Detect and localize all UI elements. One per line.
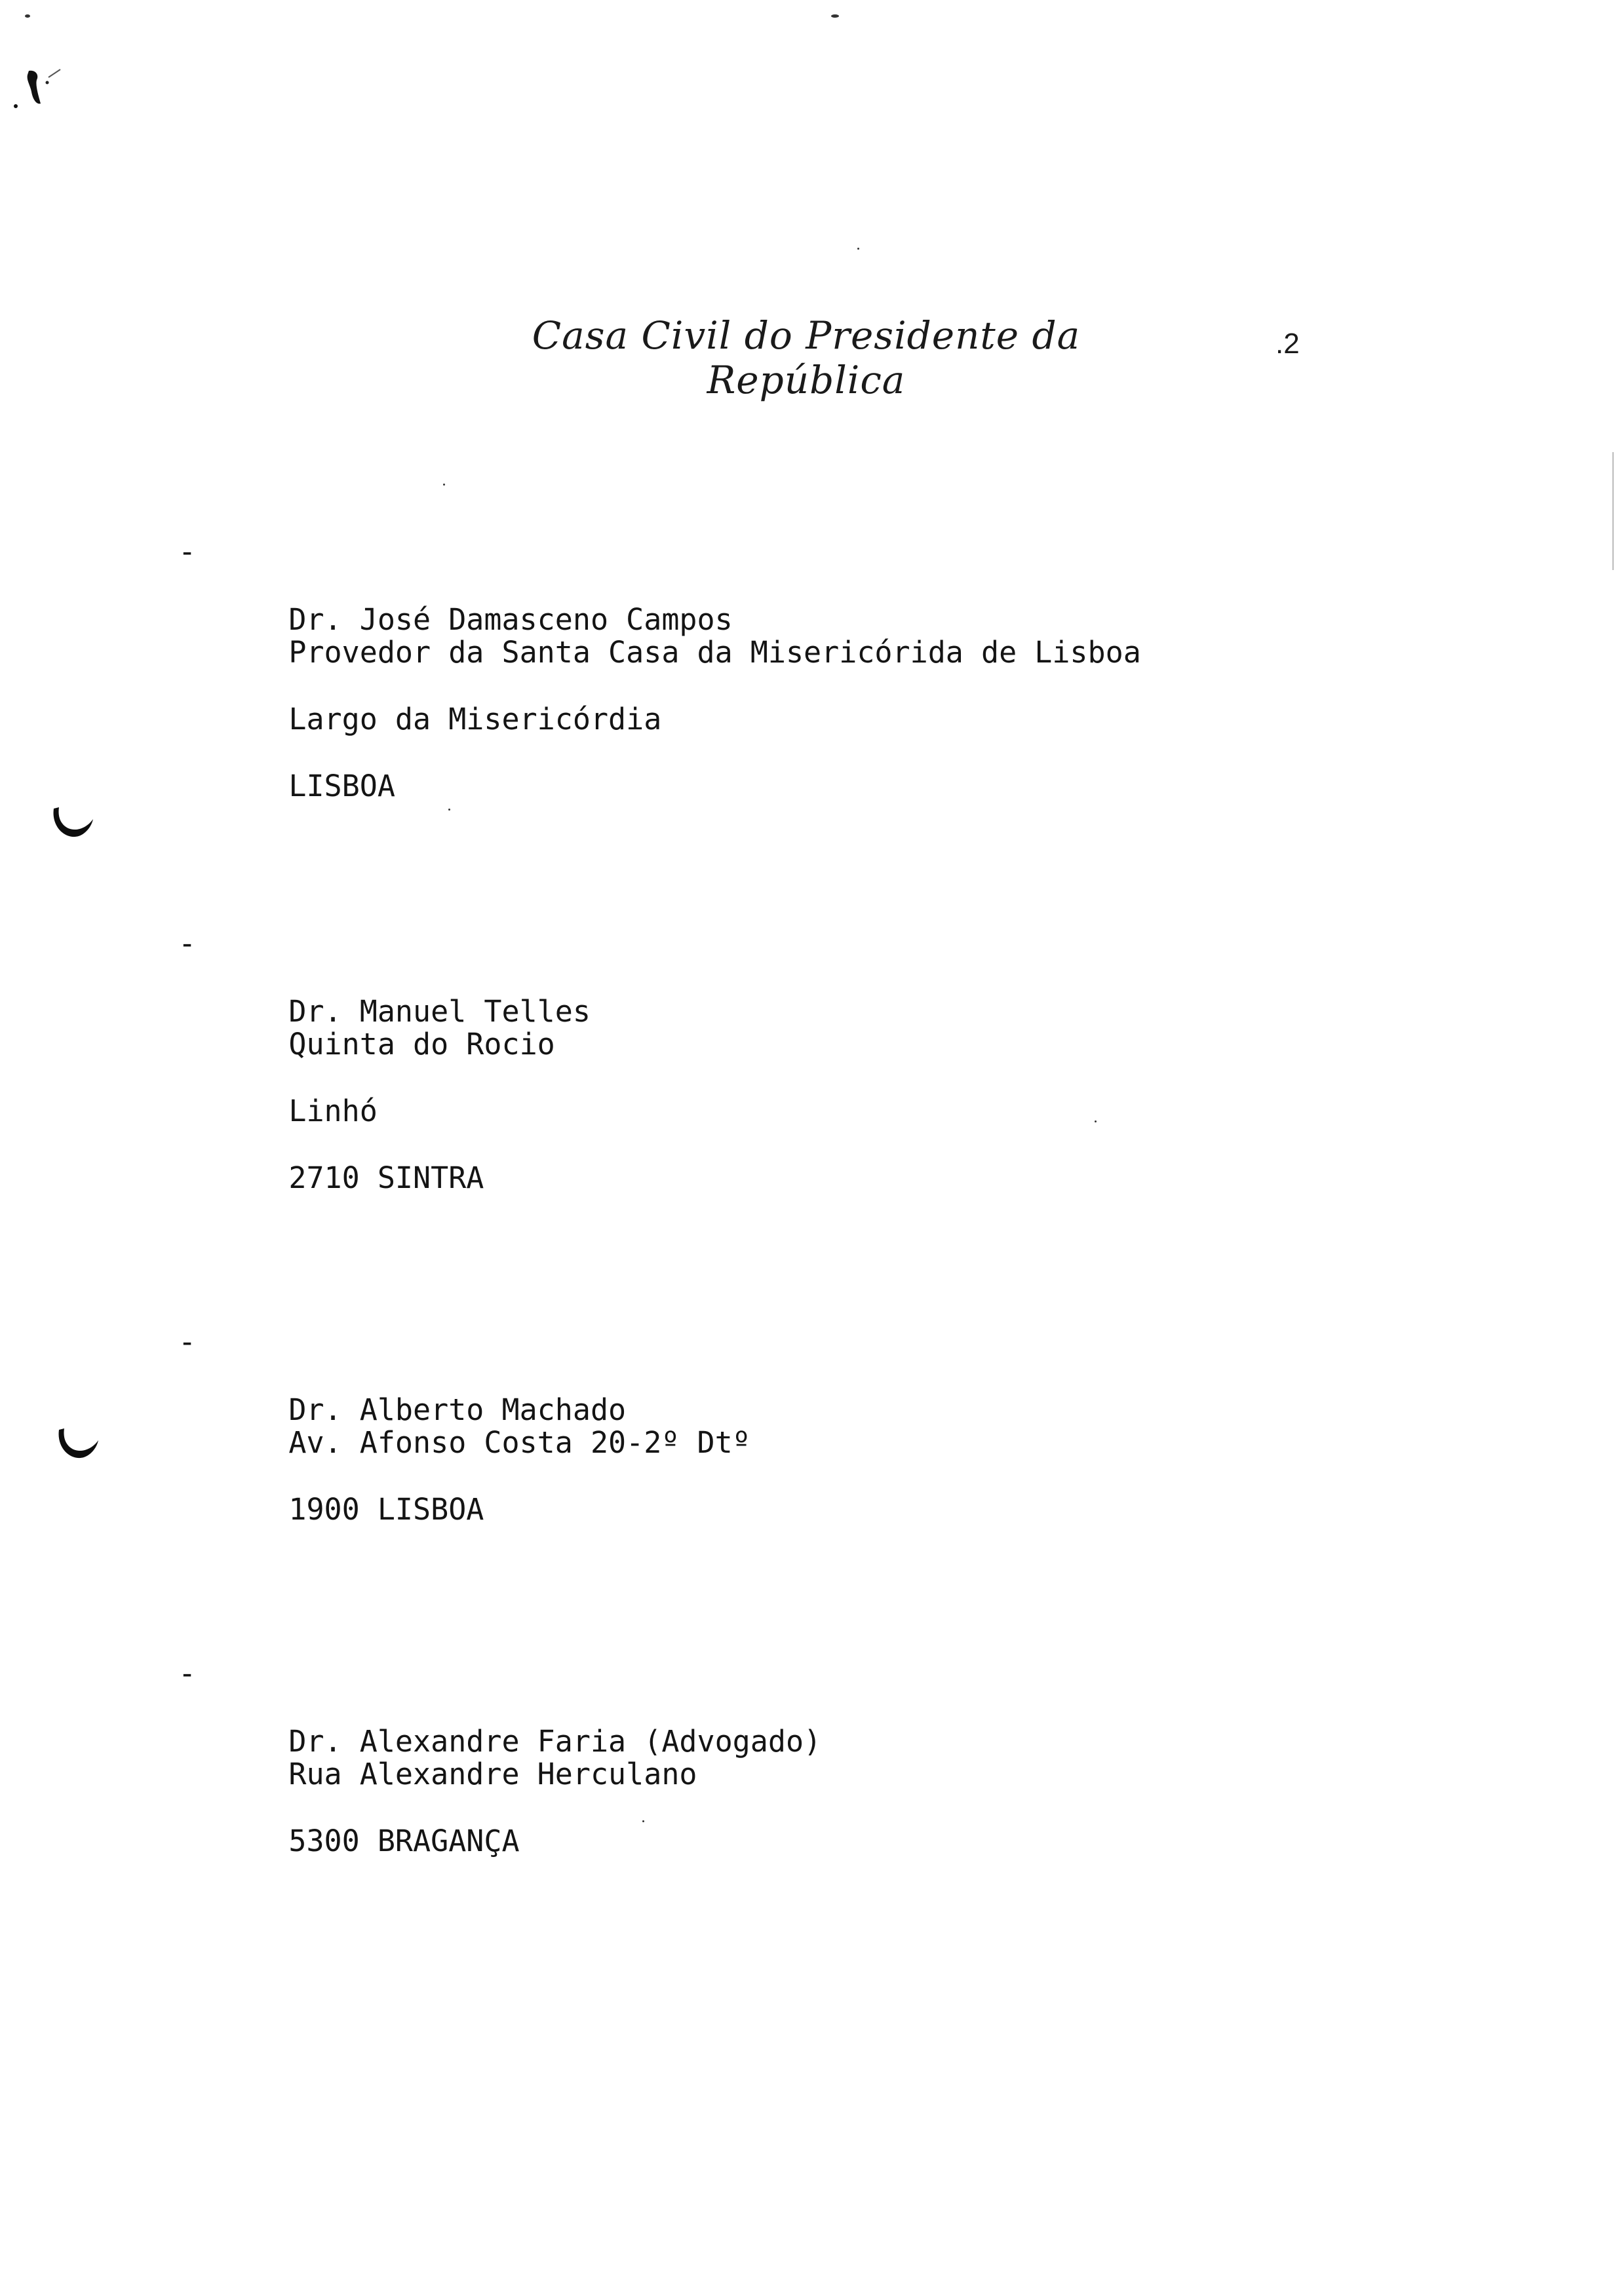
address-entry xyxy=(178,534,1293,803)
address-line xyxy=(178,1790,1293,1858)
address-line xyxy=(178,1127,1293,1195)
scan-speck xyxy=(642,1820,644,1822)
address-text: Quinta do Rocio xyxy=(288,1027,555,1062)
scan-speck xyxy=(448,809,450,811)
recipient-name: Dr. Alberto Machado xyxy=(288,1392,627,1427)
punch-hole-mark xyxy=(54,1426,101,1465)
letterhead: Casa Civil do Presidente da República xyxy=(532,313,1081,402)
scan-speck xyxy=(443,484,445,486)
recipient-name: Dr. Manuel Telles xyxy=(288,994,591,1029)
recipient-name: Dr. Alexandre Faria (Advogado) xyxy=(288,1724,822,1759)
address-line xyxy=(178,993,1293,1062)
scan-speck xyxy=(857,248,859,250)
address-text: LISBOA xyxy=(288,769,395,803)
address-line xyxy=(178,1060,1293,1128)
list-dash: - xyxy=(178,1324,197,1359)
address-line xyxy=(178,602,1293,670)
list-dash: - xyxy=(178,926,197,961)
address-text: 5300 BRAGANÇA xyxy=(288,1824,520,1858)
entry-name-line xyxy=(178,1656,1293,1759)
recipient-name: Dr. José Damasceno Campos xyxy=(288,602,733,637)
address-entry xyxy=(178,1656,1293,1858)
address-line xyxy=(178,735,1293,803)
address-line xyxy=(178,1459,1293,1527)
address-line xyxy=(178,1723,1293,1791)
scan-speck xyxy=(831,14,839,18)
address-entry xyxy=(178,1324,1293,1527)
list-dash: - xyxy=(178,534,197,569)
entry-name-line xyxy=(178,534,1293,637)
address-text: Provedor da Santa Casa da Misericórida de Lisboa xyxy=(288,635,1141,670)
address-text: 1900 LISBOA xyxy=(288,1492,484,1527)
page-number: .2 xyxy=(1275,328,1300,360)
address-text: Rua Alexandre Herculano xyxy=(288,1757,697,1791)
entry-name-line xyxy=(178,926,1293,1029)
address-text: 2710 SINTRA xyxy=(288,1160,484,1195)
address-text: Largo da Misericórdia xyxy=(288,702,662,737)
page-edge-line xyxy=(1612,452,1614,570)
entry-name-line xyxy=(178,1324,1293,1427)
scan-speck xyxy=(25,14,30,18)
punch-hole-mark xyxy=(49,805,96,844)
address-text: Av. Afonso Costa 20-2º Dtº xyxy=(288,1425,750,1460)
list-dash: - xyxy=(178,1656,197,1691)
address-line xyxy=(178,1392,1293,1460)
scan-speck xyxy=(1095,1120,1097,1122)
corner-scan-mark xyxy=(7,63,66,128)
address-entry xyxy=(178,926,1293,1195)
address-line xyxy=(178,668,1293,737)
address-text: Linhó xyxy=(288,1094,378,1128)
